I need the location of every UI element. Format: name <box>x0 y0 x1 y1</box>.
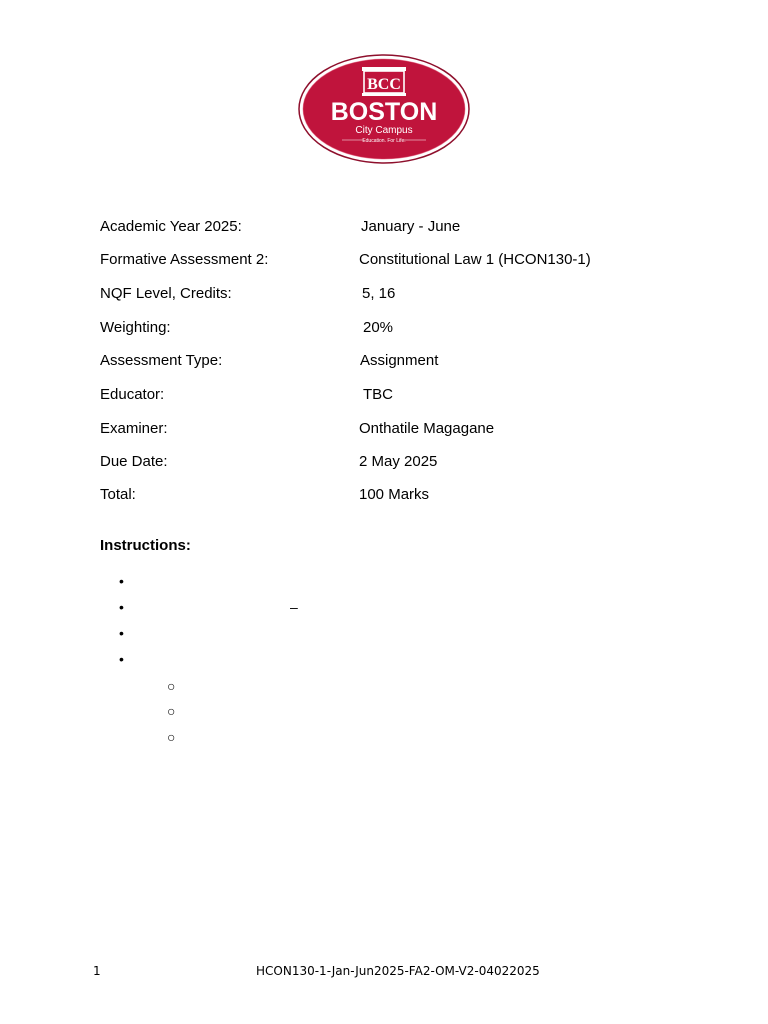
instruction-bullet: • <box>119 573 124 589</box>
logo-subtitle: City Campus <box>355 125 413 136</box>
detail-row-formative-assessment <box>0 250 768 270</box>
logo-badge-text: BCC <box>367 76 401 93</box>
detail-value: Assignment <box>360 352 439 369</box>
detail-row-examiner <box>0 419 768 439</box>
instruction-sub-bullet: ○ <box>167 729 176 745</box>
instruction-dash: – <box>290 599 298 615</box>
logo-name: BOSTON <box>330 98 438 126</box>
page-number: 1 <box>93 964 101 978</box>
instruction-bullet: • <box>119 599 124 615</box>
detail-row-nqf-level <box>0 284 768 304</box>
detail-label: Formative Assessment 2: <box>100 251 269 268</box>
detail-label: Academic Year 2025: <box>100 218 242 235</box>
boston-city-campus-logo <box>298 54 470 164</box>
detail-label: Due Date: <box>100 453 168 470</box>
document-code: HCON130-1-Jan-Jun2025-FA2-OM-V2-04022025 <box>256 964 540 978</box>
detail-label: Educator: <box>100 386 165 403</box>
detail-row-total <box>0 485 768 505</box>
instruction-sub-bullet: ○ <box>167 703 176 719</box>
detail-label: Weighting: <box>100 319 171 336</box>
detail-row-educator <box>0 385 768 405</box>
detail-value: TBC <box>363 386 393 403</box>
detail-row-weighting <box>0 318 768 338</box>
building-icon <box>362 67 406 96</box>
detail-label: Total: <box>100 486 136 503</box>
detail-row-due-date <box>0 452 768 472</box>
detail-value: Onthatile Magagane <box>359 420 495 437</box>
detail-label: Examiner: <box>100 420 168 437</box>
detail-label: Assessment Type: <box>100 352 223 369</box>
detail-row-assessment-type <box>0 351 768 371</box>
instructions-heading: Instructions: <box>100 537 191 554</box>
detail-value: 2 May 2025 <box>359 453 438 470</box>
detail-value: 5, 16 <box>362 285 396 302</box>
detail-value: January - June <box>361 218 461 235</box>
instruction-sub-bullet: ○ <box>167 678 176 694</box>
detail-value: 100 Marks <box>359 486 430 503</box>
detail-value: 20% <box>363 319 394 336</box>
detail-label: NQF Level, Credits: <box>100 285 232 302</box>
instruction-bullet: • <box>119 625 124 641</box>
detail-value: Constitutional Law 1 (HCON130-1) <box>359 251 591 268</box>
detail-row-academic-year <box>0 217 768 237</box>
logo-tagline: Education. For Life. <box>362 138 406 144</box>
instruction-bullet: • <box>119 651 124 667</box>
